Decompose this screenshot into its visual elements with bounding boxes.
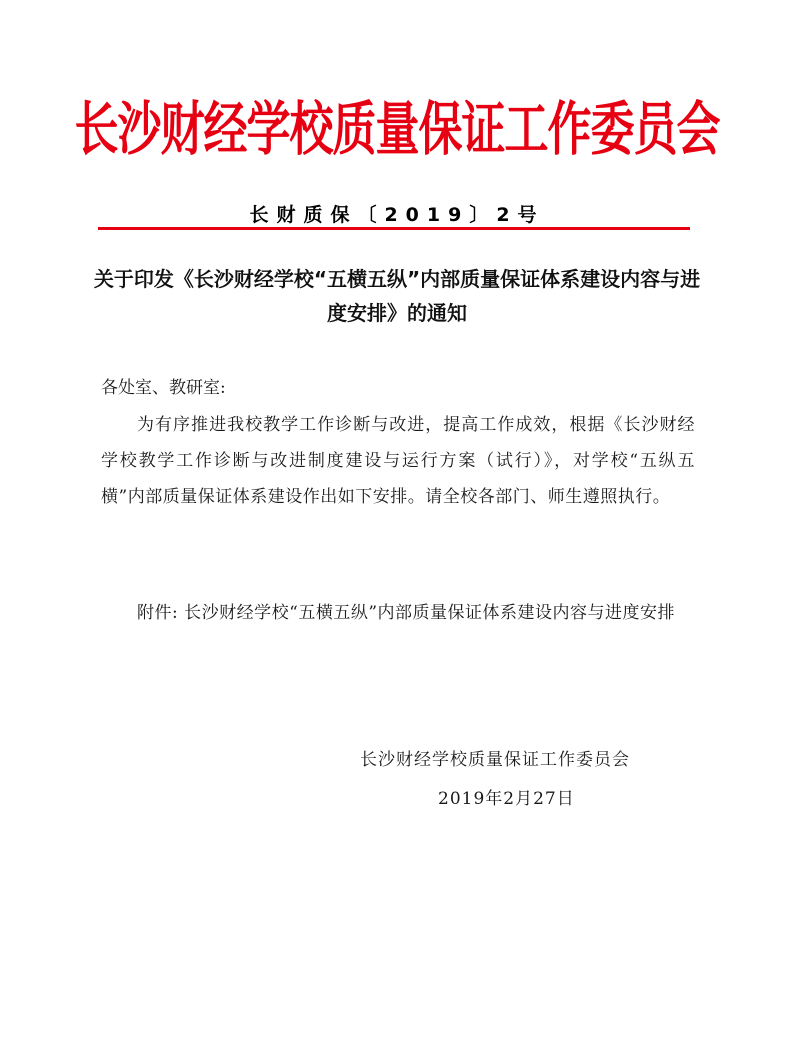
signature-date: 2019年2月27日 [438,789,575,809]
document-title: 关于印发《长沙财经学校“五横五纵”内部质量保证体系建设内容与进度安排》的通知 [93,267,701,325]
masthead-org-name: 长沙财经学校质量保证工作委员会 [74,96,720,164]
attachment-note: 附件: 长沙财经学校“五横五纵”内部质量保证体系建设内容与进度安排 [137,603,676,623]
document-number: 长财质保〔2019〕2号 [249,204,545,226]
body-paragraph: 为有序推进我校教学工作诊断与改进，提高工作成效，根据《长沙财经学校教学工作诊断与改进制度建设与运行方案（试行）》，对学校“五纵五横”内部质量保证体系建设作出如下安排。请全校各部门、师生遵照执行。 [101,415,695,507]
signature-organization: 长沙财经学校质量保证工作委员会 [360,750,630,770]
recipients-line: 各处室、教研室: [101,378,226,398]
red-divider-line [98,227,690,230]
